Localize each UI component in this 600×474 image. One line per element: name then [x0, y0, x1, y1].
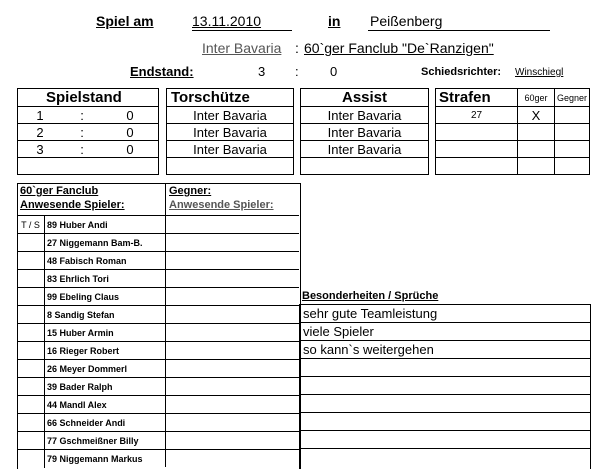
in-label: in — [328, 13, 341, 29]
strafen-cell — [555, 107, 590, 124]
assist-cell: Inter Bavaria — [301, 141, 429, 158]
away-team: 60`ger Fanclub "De`Ranzigen" — [304, 40, 494, 56]
player-name: 39 Bader Ralph — [47, 382, 113, 392]
player-row — [17, 251, 299, 270]
player-name: 83 Ehrlich Tori — [47, 274, 109, 284]
ts-cell — [17, 288, 45, 306]
spielstand-sep: : — [62, 141, 102, 158]
player-name: 99 Ebeling Claus — [47, 292, 120, 302]
player-row — [17, 377, 299, 396]
besonderheiten-row — [299, 322, 590, 341]
player-name: 27 Niggemann Bam-B. — [47, 238, 143, 248]
gegner-subtitle: Anwesende Spieler: — [169, 199, 274, 211]
player-row — [17, 215, 299, 234]
spielstand-cell: 1 — [18, 107, 63, 124]
assist-table — [300, 88, 429, 175]
endstand-label: Endstand: — [130, 64, 194, 79]
torschuetze-cell: Inter Bavaria — [167, 107, 294, 124]
player-row — [17, 341, 299, 360]
ts-cell — [17, 378, 45, 396]
strafen-cell — [436, 141, 518, 158]
player-row — [17, 287, 299, 306]
player-name: 79 Niggemann Markus — [47, 454, 143, 464]
besonderheiten-row — [299, 448, 590, 467]
assist-empty — [301, 158, 429, 175]
match-place: Peißenberg — [370, 13, 443, 29]
referee-name: Winschiegl — [515, 67, 564, 78]
spiel-am-label: Spiel am — [96, 13, 154, 29]
home-team: Inter Bavaria — [202, 40, 282, 56]
ts-cell — [17, 252, 45, 270]
strafen-cell — [518, 124, 555, 141]
torschuetze-header: Torschütze — [167, 89, 294, 107]
player-row — [17, 359, 299, 378]
player-name: 26 Meyer Dommerl — [47, 364, 128, 374]
assist-cell: Inter Bavaria — [301, 107, 429, 124]
assist-header: Assist — [301, 89, 429, 107]
besonderheiten-line: so kann`s weitergehen — [303, 342, 434, 357]
torschuetze-table — [166, 88, 294, 175]
score-separator: : — [295, 64, 299, 79]
strafen-cell — [518, 141, 555, 158]
torschuetze-cell: Inter Bavaria — [167, 141, 294, 158]
besonderheiten-row — [299, 376, 590, 395]
match-date: 13.11.2010 — [192, 13, 262, 29]
spielstand-table — [17, 88, 159, 175]
player-name: 66 Schneider Andi — [47, 418, 126, 428]
player-name: 77 Gschmeißner Billy — [47, 436, 139, 446]
strafen-cell — [436, 158, 518, 175]
strafen-cell — [436, 124, 518, 141]
score-home: 3 — [258, 64, 266, 79]
spielstand-sep: : — [62, 107, 102, 124]
ts-cell — [17, 324, 45, 342]
referee-label: Schiedsrichter: — [421, 66, 502, 78]
besonderheiten-row — [299, 430, 590, 449]
ts-cell — [17, 360, 45, 378]
strafen-header: Strafen — [436, 89, 518, 107]
ts-cell — [17, 306, 45, 324]
torschuetze-cell: Inter Bavaria — [167, 124, 294, 141]
spielstand-cell: 0 — [102, 124, 159, 141]
player-name: 16 Rieger Robert — [47, 346, 120, 356]
strafen-cell — [555, 158, 590, 175]
ts-cell — [17, 396, 45, 414]
spielstand-cell: 2 — [18, 124, 63, 141]
player-name: 44 Mandl Alex — [47, 400, 107, 410]
ts-cell — [17, 270, 45, 288]
ts-cell — [17, 450, 45, 468]
ts-cell — [17, 342, 45, 360]
spielstand-empty — [18, 158, 159, 175]
spielstand-cell: 3 — [18, 141, 63, 158]
strafen-cell — [555, 124, 590, 141]
player-row — [17, 305, 299, 324]
spielstand-sep: : — [62, 124, 102, 141]
player-row — [17, 395, 299, 414]
score-away: 0 — [330, 64, 338, 79]
besonderheiten-row — [299, 394, 590, 413]
assist-cell: Inter Bavaria — [301, 124, 429, 141]
ts-cell — [17, 414, 45, 432]
teams-colon: : — [295, 40, 299, 56]
besonderheiten-row — [299, 304, 590, 323]
ts-cell — [17, 432, 45, 450]
ts-cell: T / S — [17, 216, 45, 234]
strafen-60ger-header: 60ger — [518, 89, 555, 107]
player-row — [17, 449, 299, 468]
besonderheiten-line: viele Spieler — [303, 324, 374, 339]
besonderheiten-line: sehr gute Teamleistung — [303, 306, 438, 321]
spielstand-header: Spielstand — [18, 89, 159, 107]
date-underline — [192, 30, 292, 31]
spielstand-cell: 0 — [102, 107, 159, 124]
strafen-minute: 27 — [436, 107, 518, 124]
besonderheiten-row — [299, 340, 590, 359]
strafen-mark: X — [518, 107, 555, 124]
player-name: 48 Fabisch Roman — [47, 256, 127, 266]
gegner-title: Gegner: — [169, 185, 212, 197]
player-row — [17, 323, 299, 342]
fanclub-title: 60`ger Fanclub — [20, 185, 99, 197]
strafen-cell — [555, 141, 590, 158]
player-name: 89 Huber Andi — [47, 220, 108, 230]
besonderheiten-title: Besonderheiten / Sprüche — [302, 290, 439, 302]
player-name: 8 Sandig Stefan — [47, 310, 115, 320]
strafen-gegner-header: Gegner — [555, 89, 590, 107]
player-name: 15 Huber Armin — [47, 328, 114, 338]
place-underline — [368, 30, 550, 31]
player-row — [17, 269, 299, 288]
torschuetze-empty — [167, 158, 294, 175]
ts-cell — [17, 234, 45, 252]
fanclub-subtitle: Anwesende Spieler: — [20, 199, 125, 211]
strafen-cell — [518, 158, 555, 175]
besonderheiten-row — [299, 412, 590, 431]
spielstand-cell: 0 — [102, 141, 159, 158]
strafen-table — [435, 88, 590, 175]
player-row — [17, 431, 299, 450]
player-row — [17, 233, 299, 252]
besonderheiten-row — [299, 358, 590, 377]
player-row — [17, 413, 299, 432]
